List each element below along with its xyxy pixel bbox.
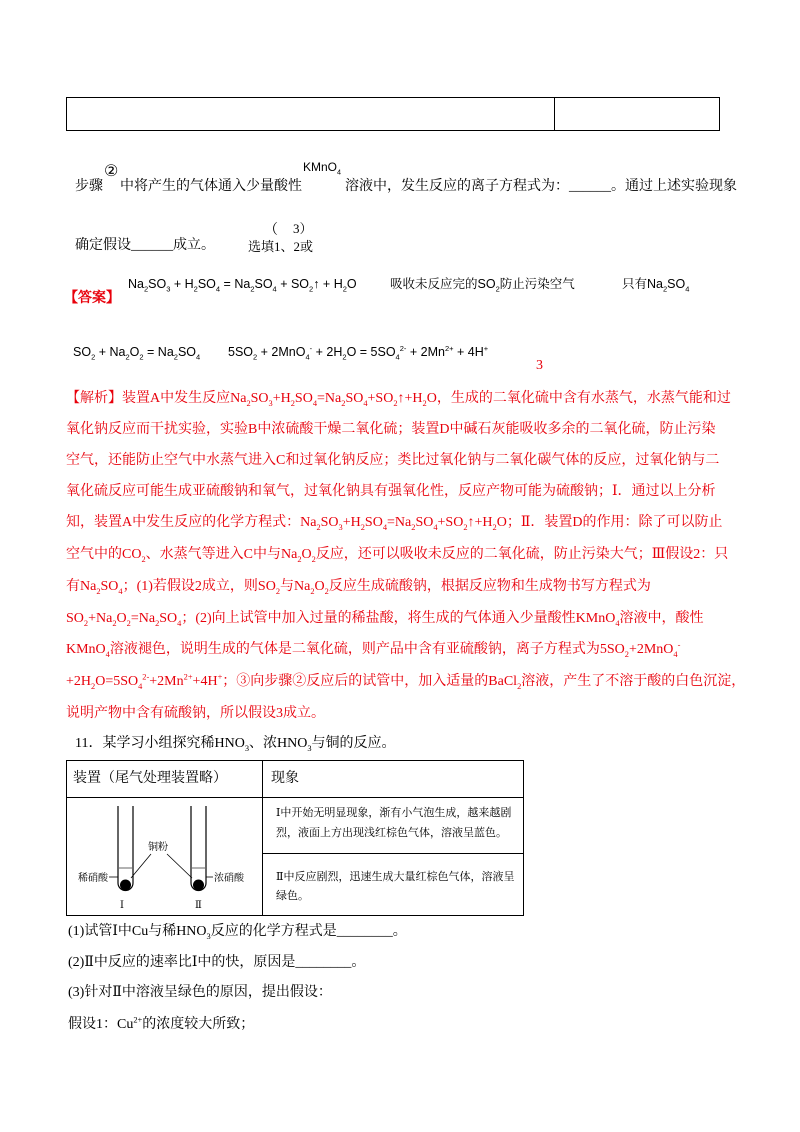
table-column-divider [262,761,263,915]
subscript: 4 [615,618,620,628]
text-run: +4H [192,674,218,689]
text-run: SO [320,515,339,530]
observation-2-line: Ⅱ中反应剧烈，迅速生成大量红棕色气体，溶液呈 [276,871,515,883]
text-run: 氧化钠反应而干扰实验，实验B中浓硫酸干燥二氧化硫；装置D中碱石灰能吸收多余的二氧化硫，防止污染 [66,422,716,437]
header-apparatus: 装置（尾气处理装置略） [73,771,227,786]
subscript: 4 [105,649,110,659]
text-run: +2MnO [628,642,674,657]
subscript: 4 [337,167,342,177]
dilute-acid-label: 稀硝酸 [78,873,108,884]
subscript: 2 [495,284,500,294]
answer-label: 【答案】 [64,291,120,306]
subscript: 2 [624,649,629,659]
answer-equation-c [228,342,488,362]
paren-open: （ [264,223,278,238]
text-run: 溶液褪色，说明生成的气体是二氧化硫，则产品中含有亚硫酸钠，离子方程式为5SO [109,642,625,657]
subscript: 4 [196,352,201,362]
subscript: 2 [139,352,144,362]
concentrated-acid-label: 浓硝酸 [214,873,244,884]
text-run: = Na [220,277,251,291]
superscript: 2+ [133,1015,143,1025]
analysis-line [66,640,680,660]
text-run: O=5SO [95,674,139,689]
superscript: - [309,343,313,353]
subscript: 4 [685,284,690,294]
text-run: 溶液，产生了不溶于酸的白色沉淀， [521,674,746,689]
text-run: + 4H [453,345,484,359]
reagent-formula [303,157,341,177]
superscript: - [677,640,681,650]
text-run: O [129,345,140,359]
subscript: 4 [395,352,400,362]
copper-leader-left [131,854,151,878]
subscript: 2 [316,522,321,532]
text-run: + 2Mn [406,345,445,359]
analysis-line [66,389,731,409]
subscript: 4 [215,284,221,294]
subscript: 3 [166,284,171,294]
subscript: 3 [307,743,312,753]
text-run: SO [250,391,269,406]
subscript: 2 [662,284,668,294]
text-run: SO [294,391,313,406]
table-column-divider [554,98,555,130]
subscript: 2 [309,284,314,294]
observation-2-line: 绿色。 [276,890,309,902]
text-run: ↑+H [467,515,493,530]
question-11-title [75,734,396,754]
subscript: 2 [91,352,96,362]
text-run: SO [159,611,178,626]
test-tube-2 [191,806,206,891]
subscript: 2 [342,352,347,362]
subscript: 2 [311,554,316,564]
text-run: SO [345,391,364,406]
subscript: 2 [411,522,416,532]
analysis-line [66,545,728,565]
subscript: 2 [253,352,258,362]
superscript: 2+ [444,343,454,353]
copper-powder-label: 铜粉 [148,842,168,853]
text-run: =Na [130,611,156,626]
analysis-line [66,513,722,533]
subscript: 3 [268,398,273,408]
subscript: 2 [492,522,497,532]
text-run: 知，装置A中发生反应的化学方程式：Na [66,515,317,530]
text-run: 、水蒸气等进入C中与Na [145,547,298,562]
text-run: SO [197,277,216,291]
subscript: 2 [324,586,329,596]
text-run: =Na [317,391,342,406]
text-run: (2)Ⅱ中反应的速率比Ⅰ中的快，原因是________。 [68,955,366,970]
text-run: SO [177,345,197,359]
text-run: Na [128,277,144,291]
text-run: ↑+H [397,391,423,406]
text-run: (1)试管Ⅰ中Cu与稀HNO [68,924,207,939]
text-run: 空气，还能防止空气中水蒸气进入C和过氧化钠反应；类比过氧化钠与二氧化碳气体的反应，过氧化钠与二 [66,453,720,468]
analysis-line [66,577,651,597]
text-run: 与Na [280,579,311,594]
subscript: 2 [126,618,131,628]
text-run: SO [66,611,84,626]
header-phenomenon: 现象 [271,771,299,786]
sub-question-3 [68,983,332,1003]
text-run: SO [73,345,92,359]
text-run: +H [272,391,291,406]
text-run: O；Ⅱ．装置D的作用：除了可以防止 [496,515,723,530]
subscript: 2 [341,398,346,408]
subscript: 2 [143,284,149,294]
step-question-text: 溶液中，发生反应的离子方程式为：______。通过上述实验现象 [345,179,737,194]
analysis-line [66,451,719,471]
text-run: 防止污染空气 [499,277,575,291]
sub-question-1 [68,922,407,942]
top-answer-table [66,97,720,131]
text-run: 反应生成硫酸钠，根据反应物和生成物书写方程式为 [328,579,651,594]
choice-tail: 3） [293,221,313,236]
text-run: SO [667,277,686,291]
subscript: 4 [138,681,143,691]
experiment-table [66,760,524,916]
subscript: 2 [193,284,198,294]
text-run: KMnO [66,642,106,657]
answer-equation-a [128,274,357,294]
text-run: O [314,579,325,594]
analysis-line [66,672,745,692]
subscript: 2 [290,398,295,408]
subscript: 4 [272,284,277,294]
text-run: SO [100,579,119,594]
subscript: 4 [118,586,123,596]
text-run: + 2H [312,345,343,359]
text-run: + Na [95,345,126,359]
text-run: +Na [88,611,113,626]
subscript: 2 [250,284,255,294]
answer-confirmed-hypothesis: 3 [536,358,543,373]
subscript: 2 [83,618,89,628]
text-run: +H [342,515,361,530]
text-run: =Na [387,515,412,530]
subscript: 2 [517,681,522,691]
text-run: (3)针对Ⅱ中溶液呈绿色的原因，提出假设： [68,985,332,1000]
step-text: 中将产生的气体通入少量酸性 [120,179,302,194]
text-run: 【解析】装置A中发生反应Na [66,391,247,406]
choice-hint: 选填1、2或 [248,239,314,254]
text-run: 5SO [228,345,254,359]
text-run: ；(2)向上试管中加入过量的稀盐酸，将生成的气体通入少量酸性KMnO [181,611,616,626]
text-run: SO [148,277,167,291]
tube-2-label: Ⅱ [195,900,202,911]
answer-purpose [390,274,575,294]
subscript: 2 [422,398,427,408]
table-row-divider [262,853,523,854]
text-run: 11．某学习小组探究稀HNO [75,736,245,751]
text-run: SO [254,277,273,291]
superscript: 2- [142,672,150,682]
step-marker: ② [104,163,119,180]
hypothesis-1 [68,1015,254,1035]
subscript: 2 [173,352,178,362]
observation-1-line: Ⅰ中开始无明显现象，渐有小气泡生成，越来越剧 [276,807,512,819]
text-run: KMnO [303,160,338,174]
subscript: 4 [433,522,438,532]
text-run: 说明产物中含有硫酸钠，所以假设3成立。 [66,706,325,721]
answer-equation-b [73,342,200,362]
text-run: +2Mn [149,674,184,689]
text-run: O [301,547,312,562]
subscript: 3 [338,522,343,532]
subscript: 2 [310,586,315,596]
text-run: O [346,277,357,291]
superscript: + [483,343,489,353]
subscript: 2 [297,554,302,564]
text-run: +2H [66,674,92,689]
text-run: 假设1：Cu [68,1017,134,1032]
text-run: SO [364,515,383,530]
subscript: 4 [305,352,310,362]
subscript: 4 [673,649,678,659]
text-run: ；(1)若假设2成立，则SO [122,579,276,594]
text-run: 、浓HNO [249,736,308,751]
text-run: O = 5SO [346,345,396,359]
text-run: O [116,611,127,626]
step-label: 步骤 [75,179,103,194]
answer-hypothesis-2 [622,274,689,294]
subscript: 2 [342,284,347,294]
subscript: 2 [360,522,365,532]
text-run: + SO [276,277,310,291]
text-run: +SO [367,391,394,406]
superscript: + [217,672,223,682]
text-run: 空气中的CO [66,547,142,562]
analysis-line [66,704,325,724]
text-run: ↑ + H [313,277,343,291]
analysis-line [66,420,715,440]
text-run: + H [170,277,194,291]
superscript: 2- [399,343,407,353]
subscript: 2 [393,398,398,408]
text-run: ；③向步骤②反应后的试管中，加入适量的BaCl [222,674,518,689]
apparatus-diagram [67,798,262,915]
subscript: 4 [177,618,182,628]
text-run: 反应的化学方程式是________。 [210,924,407,939]
subscript: 4 [363,398,368,408]
analysis-line [66,609,704,629]
subscript: 2 [96,586,101,596]
subscript: 3 [244,743,249,753]
subscript: 2 [112,618,117,628]
text-run: 吸收未反应完的SO [390,277,496,291]
observation-1-line: 烈，液面上方出现浅红棕色气体，溶液呈蓝色。 [276,827,507,839]
subscript: 3 [206,931,211,941]
test-tube-1 [118,806,133,891]
subscript: 2 [125,352,130,362]
analysis-line [66,482,716,502]
text-run: 的浓度较大所致； [142,1017,255,1032]
text-run: 反应，还可以吸收未反应的二氧化硫，防止污染大气；Ⅲ假设2：只 [315,547,729,562]
tube-1-label: Ⅰ [120,900,124,911]
superscript: 2+ [183,672,193,682]
sub-question-2 [68,953,365,973]
text-run: 只有Na [622,277,663,291]
text-run: + 2MnO [257,345,306,359]
subscript: 2 [141,554,146,564]
subscript: 2 [275,586,281,596]
text-run: 溶液中，酸性 [619,611,704,626]
copper-powder-2 [193,880,204,891]
subscript: 2 [246,398,251,408]
subscript: 2 [463,522,468,532]
text-run: 氧化硫反应可能生成亚硫酸钠和氧气，过氧化钠具有强氧化性，反应产物可能为硫酸钠；Ⅰ．通过以上分析 [66,484,716,499]
text-run: +SO [437,515,464,530]
subscript: 2 [91,681,96,691]
subscript: 4 [312,398,318,408]
text-run: 有Na [66,579,97,594]
text-run: = Na [143,345,174,359]
confirm-hypothesis-text: 确定假设______成立。 [75,238,215,253]
copper-leader-right [167,854,192,878]
subscript: 2 [155,618,160,628]
text-run: SO [415,515,434,530]
text-run: 与铜的反应。 [311,736,396,751]
text-run: O，生成的二氧化硫中含有水蒸气，水蒸气能和过 [426,391,731,406]
copper-powder-1 [120,880,131,891]
subscript: 4 [382,522,388,532]
